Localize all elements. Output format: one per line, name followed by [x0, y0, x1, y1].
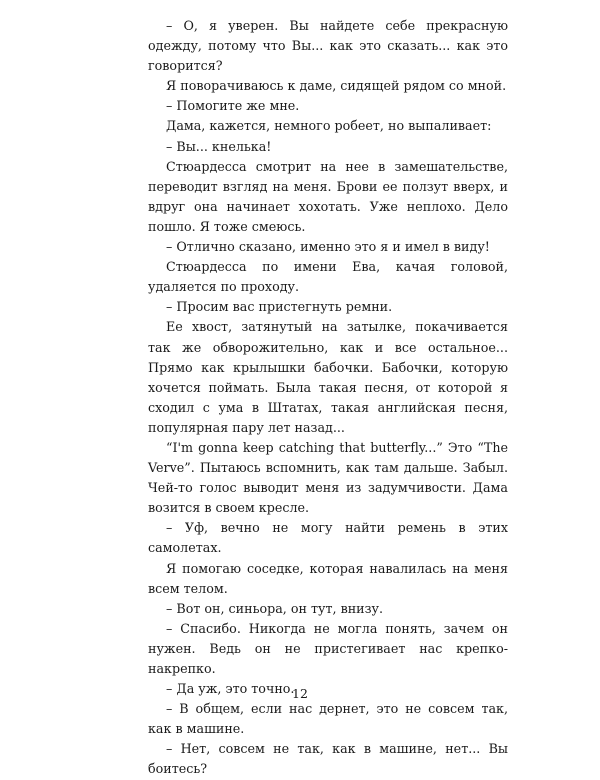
paragraph-12: – Уф, вечно не могу найти ремень в этих самолетах.	[148, 520, 508, 556]
paragraph-9: – Просим вас пристегнуть ремни.	[166, 299, 393, 315]
paragraph-17: – В общем, если нас дернет, это не совсем так, как в машине.	[148, 701, 508, 737]
page-number: 12	[292, 686, 308, 701]
paragraph-5: – Вы... кнелька!	[166, 138, 272, 154]
paragraph-13: Я помогаю соседке, которая навалилась на меня всем телом.	[148, 560, 508, 596]
body-text	[148, 16, 508, 780]
paragraph-2: Я поворачиваюсь к даме, сидящей рядом со мной.	[166, 78, 507, 94]
paragraph-8: Стюардесса по имени Ева, качая головой, удаляется по проходу.	[148, 259, 508, 295]
paragraph-11: “I'm gonna keep catching that butterfly...” Это “The Verve”. Пытаюсь вспомнить, как там дальше. Забыл. Чей-то голос выводит меня из задумчивости. Дама возится в своем кресле.	[148, 439, 508, 516]
paragraph-10: Ее хвост, затянутый на затылке, покачивается так же обворожительно, как и все остальное... Прямо как крылышки бабочки. Бабочки, которую хочется поймать. Была такая песня, от которой я сходил с ума в Штатах, такая английская песня, популярная пару лет назад...	[148, 319, 508, 435]
paragraph-1: – О, я уверен. Вы найдете себе прекрасную одежду, потому что Вы... как это сказать... как это говорится?	[148, 18, 508, 74]
paragraph-15: – Спасибо. Никогда не могла понять, зачем он нужен. Ведь он не пристегивает нас крепко-накрепко.	[148, 620, 508, 676]
paragraph-3: – Помогите же мне.	[166, 98, 300, 114]
paragraph-16: – Да уж, это точно.	[166, 681, 295, 697]
paragraph-18: – Нет, совсем не так, как в машине, нет... Вы боитесь?	[148, 741, 508, 777]
paragraph-7: – Отлично сказано, именно это я и имел в виду!	[166, 239, 490, 255]
paragraph-14: – Вот он, синьора, он тут, внизу.	[166, 600, 384, 616]
paragraph-4: Дама, кажется, немного робеет, но выпаливает:	[166, 118, 492, 134]
paragraph-6: Стюардесса смотрит на нее в замешательстве, переводит взгляд на меня. Брови ее ползут вверх, и вдруг она начинает хохотать. Уже неплохо. Дело пошло. Я тоже смеюсь.	[148, 158, 508, 234]
